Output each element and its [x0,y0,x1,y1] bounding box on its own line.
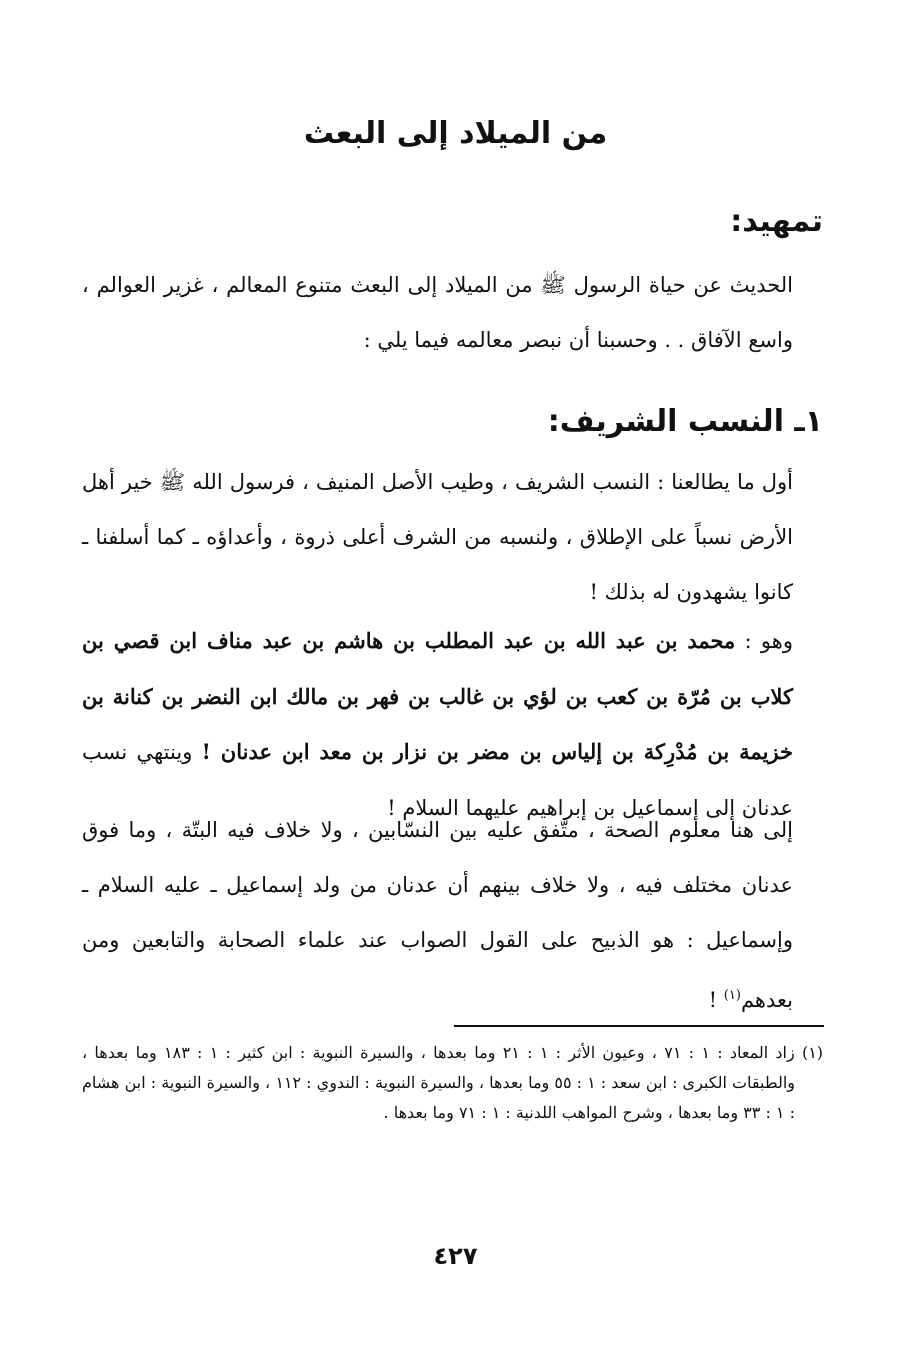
lineage-paragraph-3 [82,803,823,1028]
footnote-text: زاد المعاد : ١ : ٧١ ، وعيون الأثر : ١ : ٢١ وما بعدها ، والسيرة النبوية : ابن كثير : ١ : ١٨٣ وما بعدها ، والطبقات الكبرى : ابن سعد : ١ : ٥٥ وما بعدها ، والسيرة النبوية : الندوي : ١١٢ ، والسيرة النبوية : ابن هشام : ١ : ٣٣ وما بعدها ، وشرح المواهب اللدنية : ١ : ٧١ وما بعدها . [82,1043,802,1122]
section-heading-intro: تمهيد: [730,204,823,239]
footnote-reference: (١) [723,988,741,1003]
page-title: من الميلاد إلى البعث [303,116,608,151]
lineage-paragraph-3-text: إلى هنا معلوم الصحة ، متّفق عليه بين النسّابين ، ولا خلاف فيه البتّة ، وما فوق عدنان مختلف فيه ، ولا خلاف بينهم أن عدنان من ولد إسماعيل ـ عليه السلام ـ وإسماعيل : هو الذبيح على القول الصواب عند علماء الصحابة والتابعين ومن بعدهم [82,818,793,1012]
lineage-chain: محمد بن عبد الله بن عبد المطلب بن هاشم بن عبد مناف ابن قصي بن كلاب بن مُرّة بن كعب بن لؤي بن غالب بن فهر بن مالك ابن النضر بن كنانة بن خزيمة بن مُدْرِكة بن إلياس بن مضر بن نزار بن معد ابن عدنان ! [82,628,793,764]
footnote [82,1038,823,1128]
intro-paragraph: الحديث عن حياة الرسول ﷺ من الميلاد إلى البعث متنوع المعالم ، غزير العوالم ، واسع الآفاق . . وحسبنا أن نبصر معالمه فيما يلي : [82,273,793,352]
lineage-tail: وينتهي نسب عدنان إلى إسماعيل بن إبراهيم عليهما السلام ! [82,740,793,820]
footnote-divider [454,1025,824,1027]
footnote-marker: (١) [801,1043,824,1062]
lineage-paragraph-1: أول ما يطالعنا : النسب الشريف ، وطيب الأصل المنيف ، فرسول الله ﷺ خير أهل الأرض نسباً على الإطلاق ، ولنسبه من الشرف أعلى ذروة ، وأعداؤه ـ كما أسلفنا ـ كانوا يشهدون له بذلك ! [82,470,793,604]
lineage-paragraph-3-end: ! [708,988,724,1012]
section-heading-lineage: ١ـ النسب الشريف: [547,404,823,439]
lineage-lead: وهو : [735,629,793,653]
page-number: ٤٢٧ [433,1242,478,1270]
